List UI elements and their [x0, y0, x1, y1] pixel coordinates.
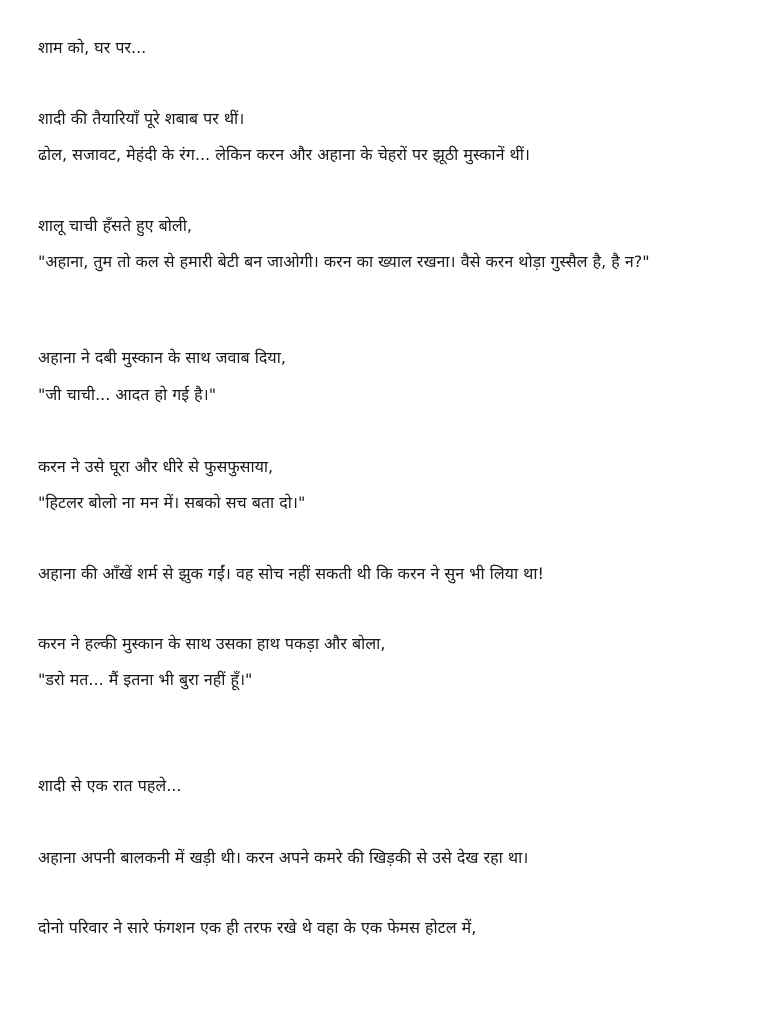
paragraph-karan-holds-hand: करन ने हल्की मुस्कान के साथ उसका हाथ पकड़ा और बोला, — [38, 634, 386, 653]
paragraph-karan-dialogue: "डरो मत... मैं इतना भी बुरा नहीं हूँ।" — [38, 670, 253, 689]
paragraph-balcony: अहाना अपनी बालकनी में खड़ी थी। करन अपने कमरे की खिड़की से उसे देख रहा था। — [38, 848, 529, 867]
paragraph-ahana-reply: "जी चाची... आदत हो गई है।" — [38, 385, 217, 404]
paragraph-aunt-laughs: शालू चाची हँसते हुए बोली, — [38, 216, 192, 235]
paragraph-hotel-functions: दोनो परिवार ने सारे फंगशन एक ही तरफ रखे थे वहा के एक फेमस होटल में, — [38, 918, 477, 937]
paragraph-ahana-reply-intro: अहाना ने दबी मुस्कान के साथ जवाब दिया, — [38, 348, 286, 367]
paragraph-aunt-dialogue: "अहाना, तुम तो कल से हमारी बेटी बन जाओगी। करन का ख्याल रखना। वैसे करन थोड़ा गुस्सैल है, है न?" — [38, 252, 650, 271]
paragraph-fake-smiles: ढोल, सजावट, मेहंदी के रंग... लेकिन करन और अहाना के चेहरों पर झूठी मुस्कानें थीं। — [38, 145, 530, 164]
paragraph-night-before: शादी से एक रात पहले... — [38, 776, 182, 795]
paragraph-evening: शाम को, घर पर... — [38, 38, 147, 57]
paragraph-karan-whisper-intro: करन ने उसे घूरा और धीरे से फुसफुसाया, — [38, 457, 274, 476]
paragraph-karan-whisper: "हिटलर बोलो ना मन में। सबको सच बता दो।" — [38, 493, 306, 512]
paragraph-ahana-shy: अहाना की आँखें शर्म से झुक गईं। वह सोच नहीं सकती थी कि करन ने सुन भी लिया था! — [38, 564, 544, 583]
paragraph-wedding-prep: शादी की तैयारियाँ पूरे शबाब पर थीं। — [38, 109, 245, 128]
